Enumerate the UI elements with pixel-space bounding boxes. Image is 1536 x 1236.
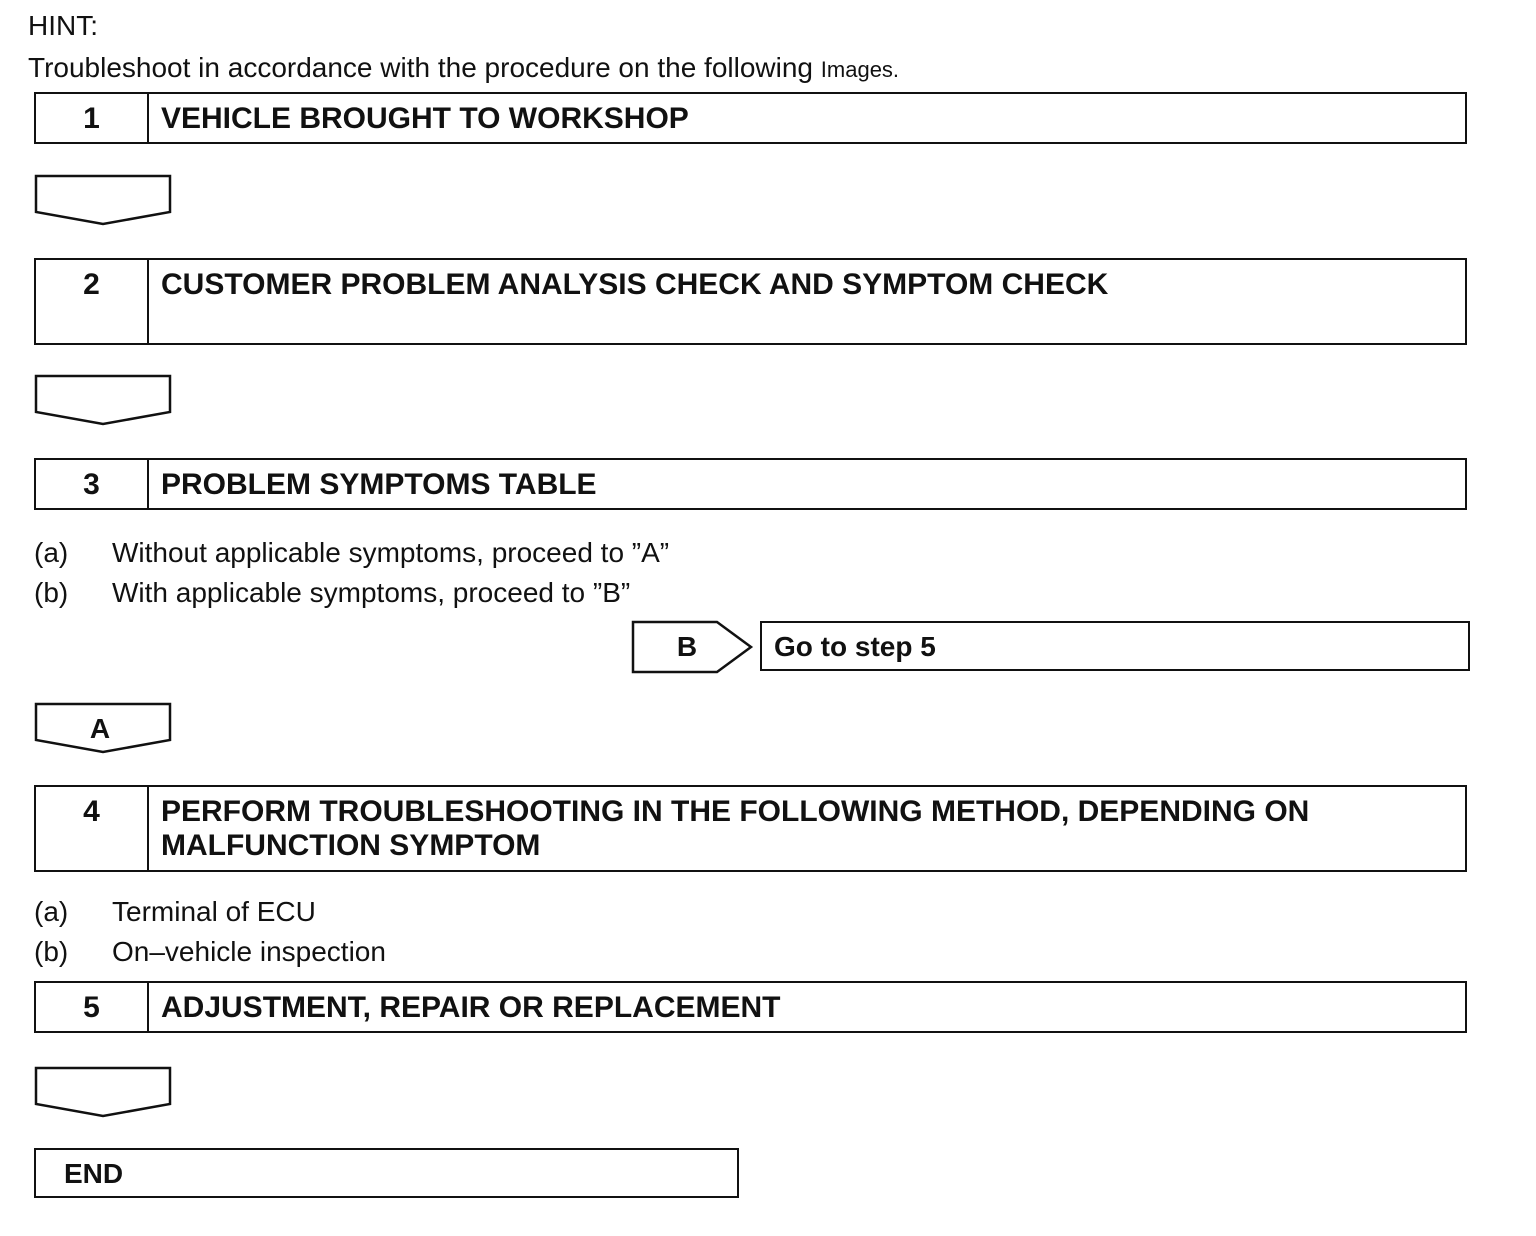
branch-b-label: B — [676, 631, 698, 662]
step-5-box — [34, 981, 1467, 1033]
end-box: END — [34, 1148, 739, 1198]
intro-main: Troubleshoot in accordance with the procedure on the following — [28, 52, 821, 83]
intro-text — [28, 52, 899, 84]
item-label: (a) — [34, 537, 69, 568]
step-3-number: 3 — [36, 460, 149, 508]
step-1-number: 1 — [36, 94, 149, 142]
step-2-box — [34, 258, 1467, 345]
step-4-item-a — [34, 896, 316, 928]
step-3-item-b — [34, 577, 630, 609]
item-label: (b) — [34, 577, 69, 608]
step-1-box — [34, 92, 1467, 144]
item-text: With applicable symptoms, proceed to ”B” — [112, 577, 631, 608]
step-2-number: 2 — [36, 260, 149, 343]
branch-a-arrow — [34, 702, 172, 754]
step-4-item-b — [34, 936, 386, 968]
step-4-number: 4 — [36, 787, 149, 870]
step-4-title: PERFORM TROUBLESHOOTING IN THE FOLLOWING METHOD, DEPENDING ON MALFUNCTION SYMPTOM — [161, 795, 1310, 862]
step-3-box — [34, 458, 1467, 510]
branch-b-target: Go to step 5 — [760, 621, 1470, 671]
item-label: (a) — [34, 896, 69, 927]
step-5-number: 5 — [36, 983, 149, 1031]
flow-arrow-2 — [34, 374, 172, 426]
branch-b-arrow — [631, 620, 755, 674]
step-2-title: CUSTOMER PROBLEM ANALYSIS CHECK AND SYMPTOM CHECK — [161, 268, 1109, 301]
item-label: (b) — [34, 936, 69, 967]
step-3-item-a — [34, 537, 669, 569]
step-5-title: ADJUSTMENT, REPAIR OR REPLACEMENT — [161, 991, 781, 1024]
hint-label: HINT: — [28, 10, 98, 41]
step-4-box — [34, 785, 1467, 872]
intro-small: Images. — [820, 57, 900, 82]
flow-arrow-1 — [34, 174, 172, 226]
item-text: Terminal of ECU — [112, 896, 316, 927]
step-1-title: VEHICLE BROUGHT TO WORKSHOP — [161, 102, 689, 135]
flow-arrow-3 — [34, 1066, 172, 1118]
branch-a-label: A — [89, 713, 111, 744]
step-3-title: PROBLEM SYMPTOMS TABLE — [161, 468, 597, 501]
item-text: Without applicable symptoms, proceed to ”A” — [112, 537, 670, 568]
item-text: On–vehicle inspection — [112, 936, 386, 967]
